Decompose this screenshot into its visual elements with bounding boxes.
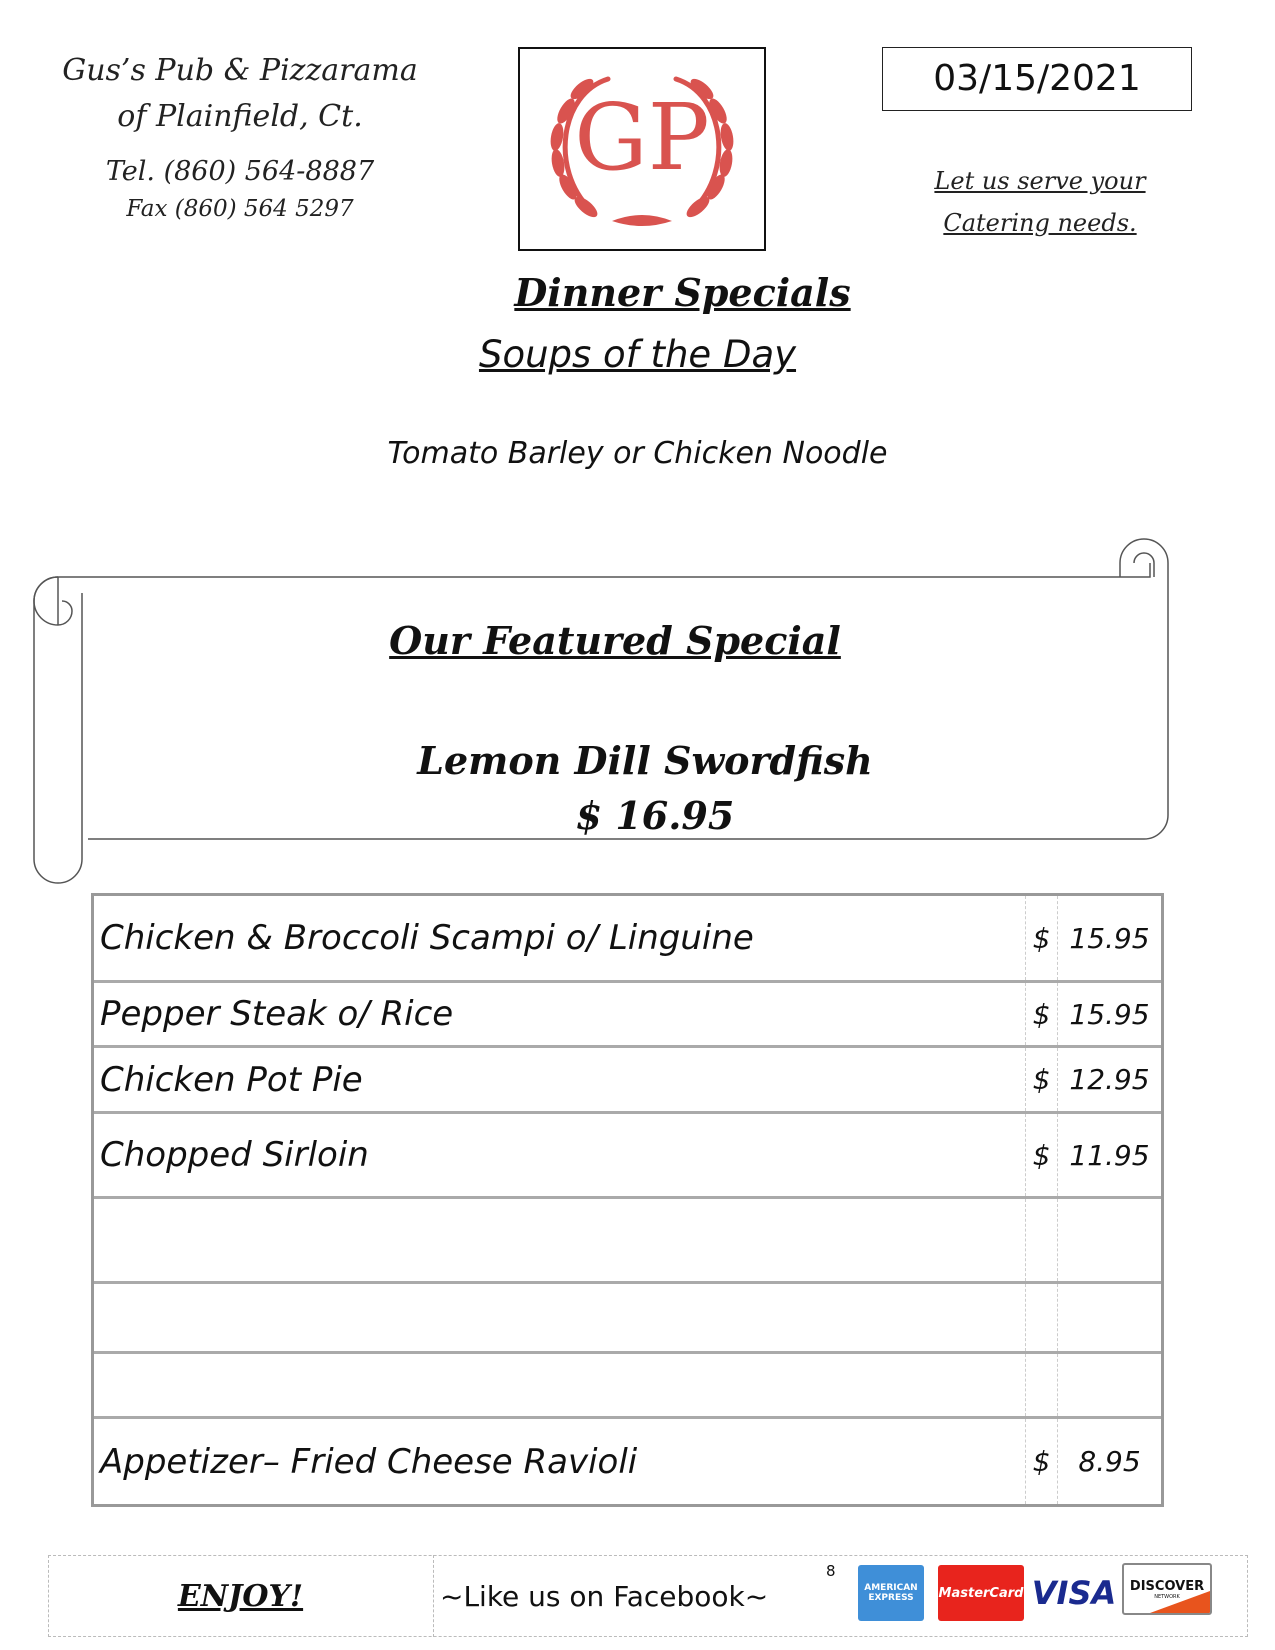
menu-row-appetizer (94, 1419, 1161, 1504)
scroll-banner (30, 515, 1180, 915)
menu-item-price (1058, 1284, 1161, 1351)
featured-special-heading-text: Our Featured Special (389, 618, 841, 663)
business-name (40, 48, 440, 140)
logo (518, 47, 766, 251)
soup-list-text: Tomato Barley or Chicken Noodle (387, 436, 888, 471)
menu-item-price: 8.95 (1078, 1445, 1141, 1478)
business-name-line1: Gus’s Pub & Pizzarama (62, 53, 418, 88)
soups-heading (0, 333, 1275, 376)
menu-item-name: Chicken Pot Pie (94, 1048, 1026, 1111)
logo-letters: GP (574, 84, 710, 191)
menu-row (94, 1114, 1161, 1199)
currency-symbol (1026, 1354, 1058, 1416)
featured-item-name: Lemon Dill Swordfish (417, 738, 873, 783)
menu-row-empty (94, 1284, 1161, 1354)
enjoy-text: ENJOY! (48, 1555, 434, 1637)
discover-label: DISCOVER (1129, 1578, 1205, 1594)
amex-line2: EXPRESS (868, 1593, 914, 1603)
amex-line1: AMERICAN (864, 1583, 918, 1593)
soups-heading-text: Soups of the Day (478, 333, 797, 376)
fax-number: Fax (860) 564 5297 (126, 196, 354, 222)
menu-item-price: 12.95 (1069, 1063, 1150, 1096)
menu-row (94, 1048, 1161, 1114)
phone-number: Tel. (860) 564-8887 (105, 156, 375, 187)
currency-symbol: $ (1026, 983, 1058, 1045)
menu-item-name (94, 1199, 1026, 1281)
menu-date: 03/15/2021 (882, 47, 1192, 111)
currency-symbol: $ (1026, 1419, 1058, 1504)
mastercard-icon: MasterCard (938, 1565, 1024, 1621)
currency-symbol: $ (1026, 1048, 1058, 1111)
menu-item-name: Appetizer– Fried Cheese Ravioli (94, 1419, 1026, 1504)
menu-item-price (1058, 1354, 1161, 1416)
menu-item-name (94, 1354, 1026, 1416)
menu-item-name: Chopped Sirloin (94, 1114, 1026, 1196)
discover-card-icon (1122, 1563, 1212, 1615)
catering-line2: Catering needs. (943, 209, 1137, 237)
page-number: 8 (826, 1562, 836, 1580)
menu-row (94, 896, 1161, 983)
menu-item-price: 15.95 (1069, 997, 1150, 1031)
menu-item-price: 11.95 (1069, 1138, 1150, 1172)
menu-row-empty (94, 1354, 1161, 1419)
menu-row (94, 983, 1161, 1048)
catering-line1: Let us serve your (934, 167, 1146, 195)
currency-symbol (1026, 1199, 1058, 1281)
visa-icon: VISA (1031, 1574, 1117, 1612)
facebook-link[interactable]: ~Like us on Facebook~ (440, 1579, 769, 1613)
currency-symbol: $ (1026, 896, 1058, 980)
discover-sub: NETWORK (1154, 1593, 1180, 1600)
menu-item-name: Pepper Steak o/ Rice (94, 983, 1026, 1045)
dinner-specials-text: Dinner Specials (514, 270, 851, 315)
laurel-wreath-logo-icon (520, 49, 764, 249)
menu-table (91, 893, 1164, 1507)
currency-symbol: $ (1026, 1114, 1058, 1196)
catering-note (900, 160, 1180, 244)
featured-special-heading (0, 618, 1230, 663)
menu-item-price: 15.95 (1069, 921, 1150, 955)
menu-item-price (1058, 1199, 1161, 1281)
menu-item-name: Chicken & Broccoli Scampi o/ Linguine (94, 896, 1026, 980)
amex-card-icon (858, 1565, 924, 1621)
currency-symbol (1026, 1284, 1058, 1351)
business-name-line2: of Plainfield, Ct. (117, 99, 363, 134)
soup-list (0, 436, 1275, 471)
featured-item-price: $ 16.95 (575, 793, 735, 838)
dinner-specials-heading (0, 270, 1275, 315)
menu-row-empty (94, 1199, 1161, 1284)
menu-item-name (94, 1284, 1026, 1351)
